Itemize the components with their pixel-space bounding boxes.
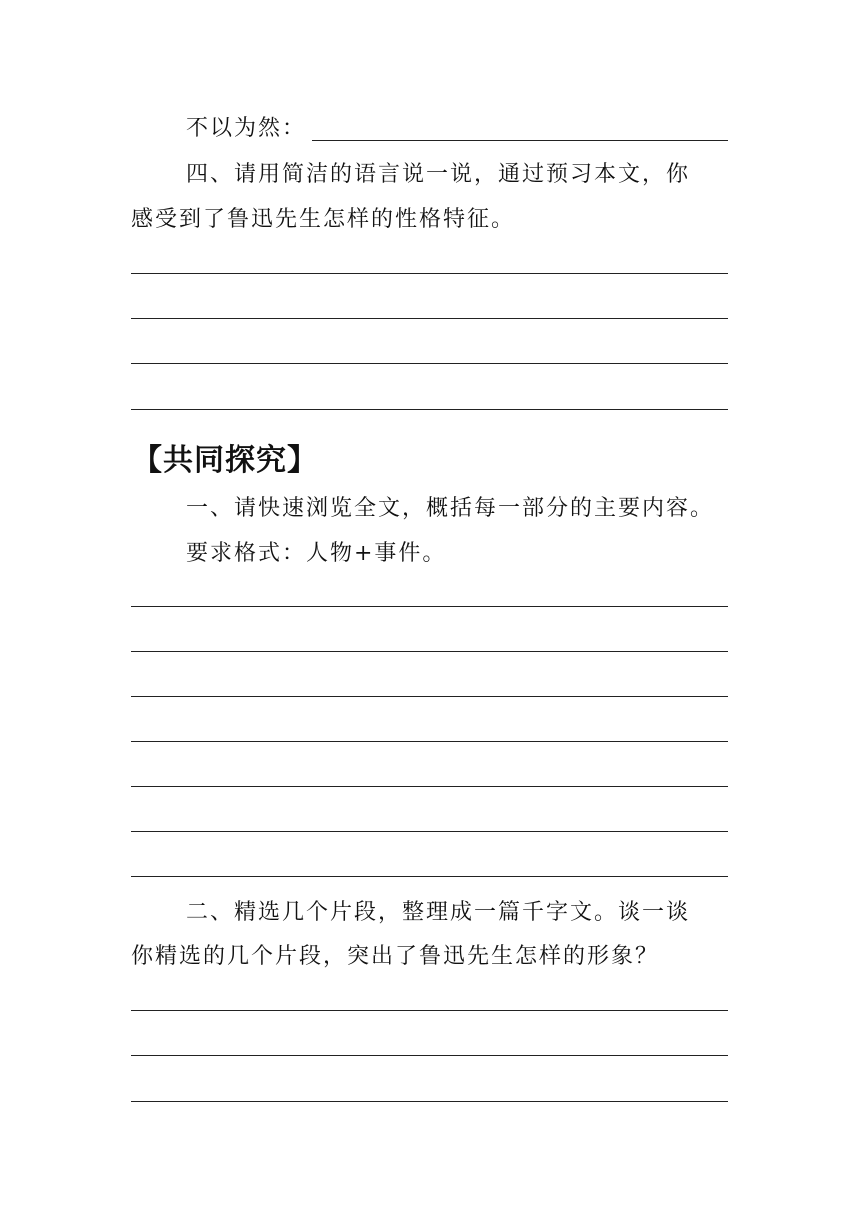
answer-line[interactable]	[131, 1010, 728, 1011]
answer-line[interactable]	[131, 876, 728, 877]
answer-line[interactable]	[131, 741, 728, 742]
answer-line[interactable]	[131, 831, 728, 832]
answer-line[interactable]	[131, 409, 728, 410]
term-label: 不以为然：	[186, 116, 307, 141]
question-one-line2: 要求格式：人物+事件。	[186, 541, 447, 566]
question-two-line2: 你精选的几个片段，突出了鲁迅先生怎样的形象？	[131, 944, 660, 969]
answer-line[interactable]	[131, 606, 728, 607]
answer-line[interactable]	[131, 273, 728, 274]
term-answer-line[interactable]	[312, 140, 728, 141]
question-four-line2: 感受到了鲁迅先生怎样的性格特征。	[131, 207, 516, 232]
answer-line[interactable]	[131, 696, 728, 697]
answer-line[interactable]	[131, 651, 728, 652]
answer-line[interactable]	[131, 1055, 728, 1056]
answer-line[interactable]	[131, 363, 728, 364]
answer-line[interactable]	[131, 786, 728, 787]
answer-line[interactable]	[131, 318, 728, 319]
question-four-line1: 四、请用简洁的语言说一说，通过预习本文，你	[186, 162, 691, 187]
question-two-line1: 二、精选几个片段，整理成一篇千字文。谈一谈	[186, 900, 691, 925]
answer-line[interactable]	[131, 1101, 728, 1102]
section-heading: 【共同探究】	[132, 443, 318, 478]
question-one-line1: 一、请快速浏览全文，概括每一部分的主要内容。	[186, 496, 715, 521]
